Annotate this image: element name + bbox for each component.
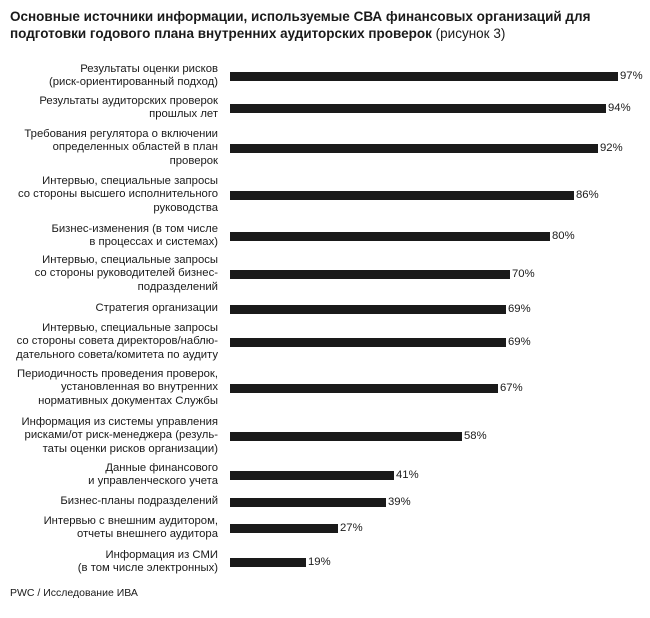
value-label: 97% [620,69,643,82]
category-label-line: определенных областей в план [52,141,218,154]
category-label-line: Интервью, специальные запросы [42,253,218,266]
category-label-line: подразделений [137,280,218,293]
category-label-line: Интервью, специальные запросы [42,321,218,334]
category-label-line: отчеты внешнего аудитора [76,528,218,540]
bar [230,498,386,507]
category-label [60,495,218,509]
category-label-line: и управленческого учета [88,475,218,487]
category-label-line: Периодичность проведения проверок, [17,367,218,380]
category-label-line: Данные финансового [105,461,218,474]
value-label: 58% [464,429,487,442]
category-label [16,322,218,363]
category-label [96,302,219,316]
category-label-line: прошлых лет [149,108,218,120]
category-label [88,462,218,489]
category-label [21,416,218,457]
bar [230,524,338,533]
bar [230,144,598,153]
value-label: 67% [500,381,523,394]
value-label: 39% [388,495,411,508]
category-label [17,368,218,409]
category-label [49,63,218,90]
value-label: 69% [508,302,531,315]
category-label-line: руководства [153,201,218,214]
bar [230,191,574,200]
category-label-line: со стороны совета директоров/наблю- [16,335,218,348]
category-label-line: Бизнес-изменения (в том числе [51,222,218,235]
chart-title [10,8,640,42]
category-label-line: Результаты оценки рисков [80,62,218,75]
value-label: 41% [396,468,419,481]
category-label-line: нормативных документах Службы [38,394,218,407]
value-label: 27% [340,521,363,534]
category-label-line: дательного совета/комитета по аудиту [16,348,218,361]
bar [230,104,606,113]
category-label-line: Информация из СМИ [105,548,218,561]
category-label-line: Бизнес-планы подразделений [60,495,218,508]
bar [230,558,306,567]
category-label-line: Требования регулятора о включении [24,127,218,140]
value-label: 80% [552,229,575,242]
source-note: PWC / Исследование ИВА [10,587,138,599]
category-label [39,95,218,122]
category-label-line: Интервью с внешним аудитором, [43,514,218,527]
category-label [35,254,218,295]
value-label: 92% [600,141,623,154]
category-label-line: со стороны руководителей бизнес- [34,267,218,280]
category-label-line: со стороны высшего исполнительного [17,188,218,201]
category-label-line: рисками/от риск-менеджера (резуль- [24,429,218,442]
category-label-line: Интервью, специальные запросы [42,174,218,187]
chart-title-main: Основные источники информации, используемые СВА финансовых организаций для подготовки годового плана внутренних аудиторских проверок [10,9,591,41]
value-label: 69% [508,335,531,348]
category-label-line: проверок [169,154,218,167]
value-label: 94% [608,101,631,114]
bar [230,305,506,314]
category-label [18,175,218,216]
category-label [51,223,218,250]
category-label-line: (риск-ориентированный подход) [48,76,218,88]
category-label-line: Информация из системы управления [21,415,218,428]
bar [230,384,498,393]
bar [230,270,510,279]
category-label-line: (в том числе электронных) [77,562,218,574]
chart-title-suffix: (рисунок 3) [435,26,506,41]
category-label [78,549,218,576]
bar [230,471,394,480]
bar [230,232,550,241]
bar [230,72,618,81]
category-label-line: таты оценки рисков организации) [42,442,218,455]
value-label: 19% [308,555,331,568]
category-label-line: Результаты аудиторских проверок [39,94,218,107]
category-label [44,515,218,542]
bar [230,338,506,347]
category-label [24,128,218,169]
value-label: 70% [512,267,535,280]
category-label-line: в процессах и системах) [89,236,218,248]
category-label-line: Стратегия организации [95,302,218,315]
bar [230,432,462,441]
category-label-line: установленная во внутренних [60,381,218,394]
value-label: 86% [576,188,599,201]
